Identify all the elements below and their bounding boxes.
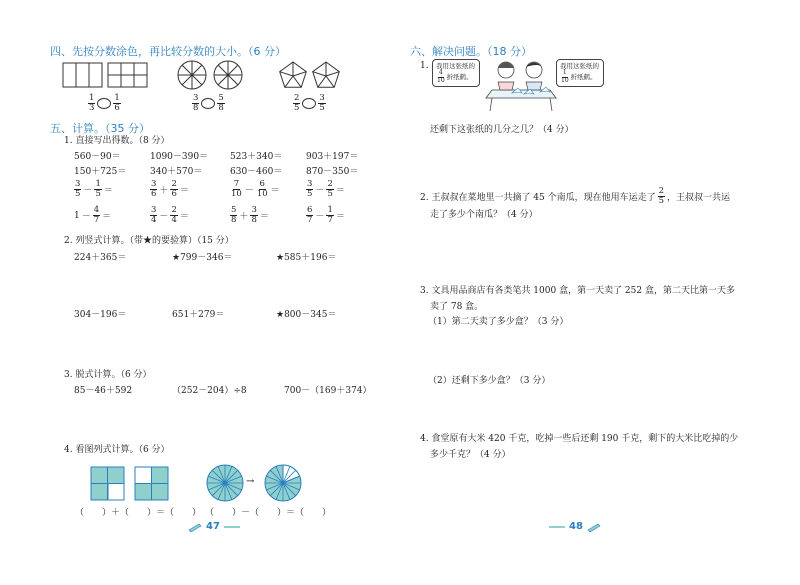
q2-item: ★800－345＝ [276,310,337,320]
problem-3-line-1: 3. 文具用品商店有各类笔共 1000 盒，第一天卖了 252 盒，第二天比第一天多 [420,286,735,296]
q2-title: 2. 列竖式计算。（带★的要验算）（15 分） [64,236,234,246]
frac-item: $\frac{3}{5}$ － $\frac{2}{5}$ ＝ [307,179,345,199]
frac-item: $\frac{7}{10}$ － $\frac{6}{10}$ ＝ [231,179,280,199]
section-5-title: 五、计算。（35 分） [50,122,150,135]
q1-item: 150＋725＝ [74,167,127,177]
q2-item: 651＋279＝ [172,310,225,320]
q1-item: 340＋570＝ [150,167,203,177]
pentagon-figures [276,59,346,91]
compare-pair-2: $\frac{3}{8}$ $\frac{5}{8}$ [193,93,224,113]
q4-circle-figures [205,462,305,504]
right-page-number: 48 [549,521,601,532]
q2-item: 224＋365＝ [74,253,127,263]
underline-icon [224,525,240,529]
q2-item: 304－196＝ [74,310,127,320]
q2-item: ★585＋196＝ [276,253,337,263]
compare-circle[interactable] [97,98,111,109]
q1-item: 560－90＝ [74,152,121,162]
frac-item: 1 － $\frac{4}{7}$ ＝ [74,205,112,225]
compare-circle[interactable] [302,98,316,109]
frac-item: $\frac{6}{7}$ － $\frac{1}{7}$ ＝ [307,205,345,225]
compare-pair-3: $\frac{2}{5}$ $\frac{3}{5}$ [294,93,325,113]
q1-item: 870－350＝ [306,167,359,177]
children-folding-cranes-illustration [482,56,560,112]
circle-figures [176,59,256,91]
problem-4-line-2: 多少千克？（4 分） [430,450,511,460]
problem-1-number: 1. [420,61,429,71]
q4-right-blank[interactable]: （ ）－（ ）＝（ ） [205,508,332,518]
frac-item: $\frac{5}{8}$ ＋ $\frac{3}{8}$ ＝ [231,205,269,225]
left-page-number: 47 [188,521,240,532]
problem-2-line-1: 2. 王叔叔在菜地里一共摘了 45 个南瓜，现在他用车运走了 $\frac{2}{5}$ ，王叔叔一共运 [420,186,731,206]
q3-item: （252－204）÷8 [172,386,247,396]
speech-bubble-1: 我用这张纸的 $\frac{4}{10}$ 折纸鹤。 [432,59,480,87]
rectangle-figures [62,62,152,88]
q1-title: 1. 直接写出得数。（8 分） [64,136,170,146]
q1-item: 523＋340＝ [230,152,283,162]
underline-icon [549,525,565,529]
compare-pair-1: $\frac{1}{3}$ $\frac{1}{6}$ [89,93,120,113]
problem-3-line-2: 卖了 78 盒。 [430,302,484,312]
problem-3-part-1: （1）第二天卖了多少盒？（3 分） [428,317,569,327]
q4-title: 4. 看图列式计算。（6 分） [64,445,170,455]
q1-item: 630－460＝ [230,167,283,177]
frac-item: $\frac{3}{4}$ － $\frac{2}{4}$ ＝ [151,205,189,225]
q1-item: 903＋197＝ [306,152,359,162]
speech-bubble-2: 我用这张纸的 $\frac{1}{10}$ 折纸鹤。 [556,59,604,87]
problem-2-line-2: 走了多少个南瓜？（4 分） [430,210,538,220]
q3-item: 700－（169＋374） [284,386,372,396]
q4-square-figures [90,466,170,502]
problem-4-line-1: 4. 食堂原有大米 420 千克，吃掉一些后还剩 190 千克，剩下的大米比吃掉的少 [420,434,739,444]
q4-left-blank[interactable]: （ ）＋（ ）＝（ ） [75,508,202,518]
pencil-icon [587,522,601,532]
problem-1-question: 还剩下这张纸的几分之几？（4 分） [430,125,574,135]
q1-item: 1090－390＝ [150,152,209,162]
pencil-icon [188,522,202,532]
compare-circle[interactable] [201,98,215,109]
q3-item: 85－46＋592 [74,386,133,396]
section-4-title: 四、先按分数涂色，再比较分数的大小。（6 分） [50,45,286,58]
arrow-icon: → [246,476,255,487]
frac-item: $\frac{3}{6}$ ＋ $\frac{2}{6}$ ＝ [151,179,189,199]
problem-3-part-2: （2）还剩下多少盒？（3 分） [428,376,551,386]
section-6-title: 六、解决问题。（18 分） [410,45,532,58]
q3-title: 3. 脱式计算。（6 分） [64,370,152,380]
frac-item: $\frac{3}{5}$ － $\frac{1}{5}$ ＝ [75,179,113,199]
q2-item: ★799－346＝ [172,253,233,263]
